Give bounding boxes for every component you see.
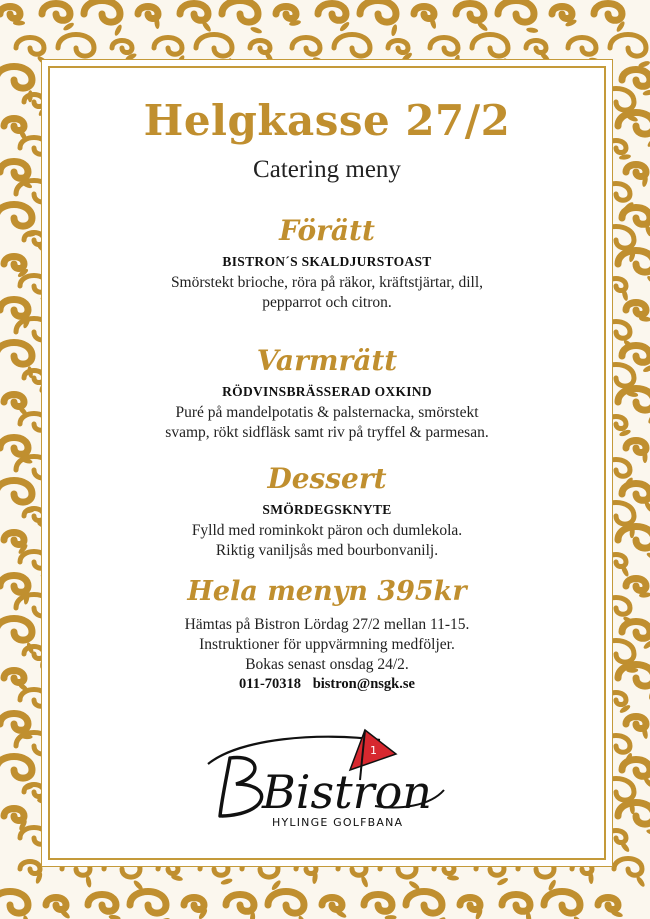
ornament-swirl [626, 165, 646, 177]
ornament-swirl [24, 371, 44, 383]
ornament-swirl [626, 717, 646, 729]
ornament-swirl [276, 7, 296, 19]
contact-line [50, 676, 604, 693]
ornament-swirl [0, 576, 28, 593]
ornament-swirl [602, 184, 630, 201]
ornament-swirl [130, 892, 166, 914]
ornament-swirl [606, 279, 626, 291]
dish-description-line: pepparrot och citron. [262, 294, 392, 311]
dish-description-line: Fylld med rominkokt päron och dumlekola. [191, 522, 463, 539]
ornament-swirl [360, 1, 396, 23]
ornament-swirl [184, 898, 204, 910]
ornament-swirl [20, 828, 48, 845]
ornament-swirl [606, 831, 626, 843]
ornament-swirl [84, 1, 120, 23]
price-heading: Hela menyn 395kr [187, 576, 467, 607]
ornament-swirl [626, 441, 646, 453]
ornament-swirl [622, 484, 650, 501]
ornament-leaf [312, 56, 325, 66]
ornament-swirl [4, 671, 24, 683]
ornament-swirl [16, 595, 52, 617]
ornament-swirl [4, 119, 24, 131]
ornament-swirl [602, 460, 630, 477]
ornament-swirl [606, 141, 626, 153]
ornament-swirl [318, 4, 346, 21]
ornament-swirl [430, 38, 458, 55]
ornament-swirl [4, 809, 24, 821]
page-title: Helgkasse 27/2 [143, 96, 511, 145]
ornament-leaf [526, 27, 539, 34]
ornament-leaf [646, 275, 650, 286]
ornament-swirl [618, 113, 650, 135]
ornament-swirl [526, 41, 546, 53]
ornament-swirl [572, 862, 592, 874]
ornament-swirl [16, 457, 52, 479]
bistron-logo [200, 720, 450, 832]
ornament-leaf [13, 21, 25, 26]
ornament-swirl [338, 859, 366, 876]
ornament-swirl [498, 1, 534, 23]
ornament-swirl [24, 785, 44, 797]
ornament-swirl [0, 205, 32, 227]
section-heading-varmratt: Varmrätt [256, 344, 398, 377]
ornament-swirl [0, 892, 28, 914]
ornament-leaf [36, 55, 49, 66]
ornament-swirl [112, 41, 132, 53]
ornament-swirl [568, 38, 596, 55]
ornament-swirl [626, 579, 646, 591]
ornament-swirl [250, 41, 270, 53]
ornament-swirl [24, 509, 44, 521]
ornament-swirl [16, 733, 52, 755]
ornament-leaf [113, 24, 123, 37]
ornament-swirl [58, 35, 94, 57]
ornament-swirl [334, 35, 370, 57]
ornament-swirl [0, 162, 28, 179]
dish-description-line: Smörstekt brioche, röra på räkor, kräftstjärtar, dill, [170, 274, 484, 291]
ornament-swirl [20, 276, 48, 293]
ornament-swirl [200, 859, 228, 876]
ornament-swirl [614, 859, 642, 876]
instructions-line: Instruktioner för uppvärmning medföljer. [199, 636, 455, 653]
ornament-swirl [0, 438, 28, 455]
section-heading-forratt: Förätt [279, 214, 375, 247]
ornament-swirl [268, 892, 304, 914]
ornament-swirl [20, 138, 48, 155]
ornament-leaf [643, 451, 648, 463]
ornament-swirl [0, 300, 28, 317]
ornament-swirl [618, 803, 650, 825]
ornament-swirl [4, 533, 24, 545]
ornament-swirl [196, 35, 232, 57]
dish-description-line: Puré på mandelpotatis & palsternacka, smörstekt [175, 404, 479, 421]
ornament-swirl [24, 647, 44, 659]
ornament-swirl [606, 555, 626, 567]
ornament-swirl [472, 35, 508, 57]
ornament-swirl [20, 552, 48, 569]
ornament-swirl [388, 41, 408, 53]
ornament-swirl [622, 346, 650, 363]
ornament-leaf [646, 551, 650, 561]
ornament-swirl [154, 38, 182, 55]
ornament-swirl [414, 7, 434, 19]
dish-description-line: Riktig vaniljsås med bourbonvanilj. [215, 542, 439, 559]
logo-tagline: HYLINGE GOLFBANA [272, 816, 404, 829]
ornament-swirl [4, 257, 24, 269]
pickup-info-line: Hämtas på Bistron Lördag 27/2 mellan 11-15. [184, 616, 470, 633]
ornament-swirl [16, 38, 44, 55]
ornament-leaf [385, 915, 397, 919]
ornament-leaf [108, 914, 121, 919]
ornament-swirl [618, 665, 650, 687]
email-address: bistron@nsgk.se [312, 676, 415, 692]
ornament-leaf [588, 57, 601, 65]
dish-name: RÖDVINSBRÄSSERAD OXKIND [222, 384, 432, 399]
ornament-swirl [42, 4, 70, 21]
ornament-swirl [24, 233, 44, 245]
ornament-leaf [646, 136, 650, 148]
ornament-swirl [88, 895, 116, 912]
ornament-swirl [16, 181, 52, 203]
ornament-swirl [602, 736, 630, 753]
ornament-swirl [180, 4, 208, 21]
ornament-leaf [496, 877, 509, 887]
dish-name: BISTRON´S SKALDJURSTOAST [222, 254, 432, 269]
ornament-leaf [447, 875, 459, 881]
ornament-swirl [296, 862, 316, 874]
ornament-swirl [618, 251, 650, 273]
ornament-swirl [0, 714, 28, 731]
ornament-swirl [598, 898, 618, 910]
ornament-swirl [618, 527, 650, 549]
phone-number: 011-70318 [239, 676, 302, 692]
ornament-swirl [622, 622, 650, 639]
ornament-swirl [20, 862, 40, 874]
ornament-swirl [364, 895, 392, 912]
ornament-swirl [434, 862, 454, 874]
ornament-swirl [0, 67, 32, 89]
ornament-swirl [46, 898, 66, 910]
ornament-swirl [622, 208, 650, 225]
ornament-swirl [618, 389, 650, 411]
section-heading-dessert: Dessert [267, 462, 387, 495]
ornament-swirl [0, 7, 20, 19]
ornament-swirl [222, 1, 258, 23]
ornament-swirl [0, 481, 32, 503]
ornament-swirl [594, 4, 622, 21]
booking-deadline-line: Bokas senast onsdag 24/2. [245, 656, 409, 673]
ornament-leaf [646, 828, 650, 836]
ornament-swirl [16, 319, 52, 341]
ornament-swirl [622, 70, 650, 87]
ornament-swirl [626, 303, 646, 315]
ornament-swirl [226, 895, 254, 912]
ornament-swirl [406, 892, 442, 914]
ornament-swirl [602, 598, 630, 615]
logo-wordmark: Bistron [262, 765, 432, 819]
ornament-swirl [322, 898, 342, 910]
ornament-swirl [622, 760, 650, 777]
menu-card [48, 66, 606, 860]
ornament-swirl [544, 892, 580, 914]
ornament-swirl [602, 322, 630, 339]
ornament-swirl [552, 7, 572, 19]
dish-description-line: svamp, rökt sidfläsk samt riv på tryffel & parmesan. [165, 424, 489, 441]
ornament-swirl [20, 690, 48, 707]
ornament-swirl [502, 895, 530, 912]
ornament-swirl [606, 693, 626, 705]
ornament-leaf [390, 24, 398, 37]
ornament-leaf [642, 89, 650, 97]
ornament-swirl [606, 417, 626, 429]
ornament-swirl [292, 38, 320, 55]
ornament-swirl [138, 7, 158, 19]
flag-number: 1 [370, 744, 377, 757]
ornament-swirl [610, 35, 646, 57]
ornament-swirl [0, 619, 32, 641]
ornament-swirl [158, 862, 178, 874]
ornament-leaf [250, 26, 263, 35]
page-subtitle: Catering meny [253, 156, 401, 183]
ornament-swirl [456, 4, 484, 21]
ornament-swirl [0, 343, 32, 365]
ornament-swirl [20, 414, 48, 431]
ornament-swirl [476, 859, 504, 876]
ornament-swirl [0, 757, 32, 779]
ornament-swirl [62, 859, 90, 876]
ornament-leaf [220, 877, 233, 885]
ornament-swirl [4, 395, 24, 407]
ornament-leaf [476, 21, 488, 33]
ornament-swirl [24, 95, 44, 107]
ornament-swirl [460, 898, 480, 910]
dish-name: SMÖRDEGSKNYTE [262, 502, 392, 517]
